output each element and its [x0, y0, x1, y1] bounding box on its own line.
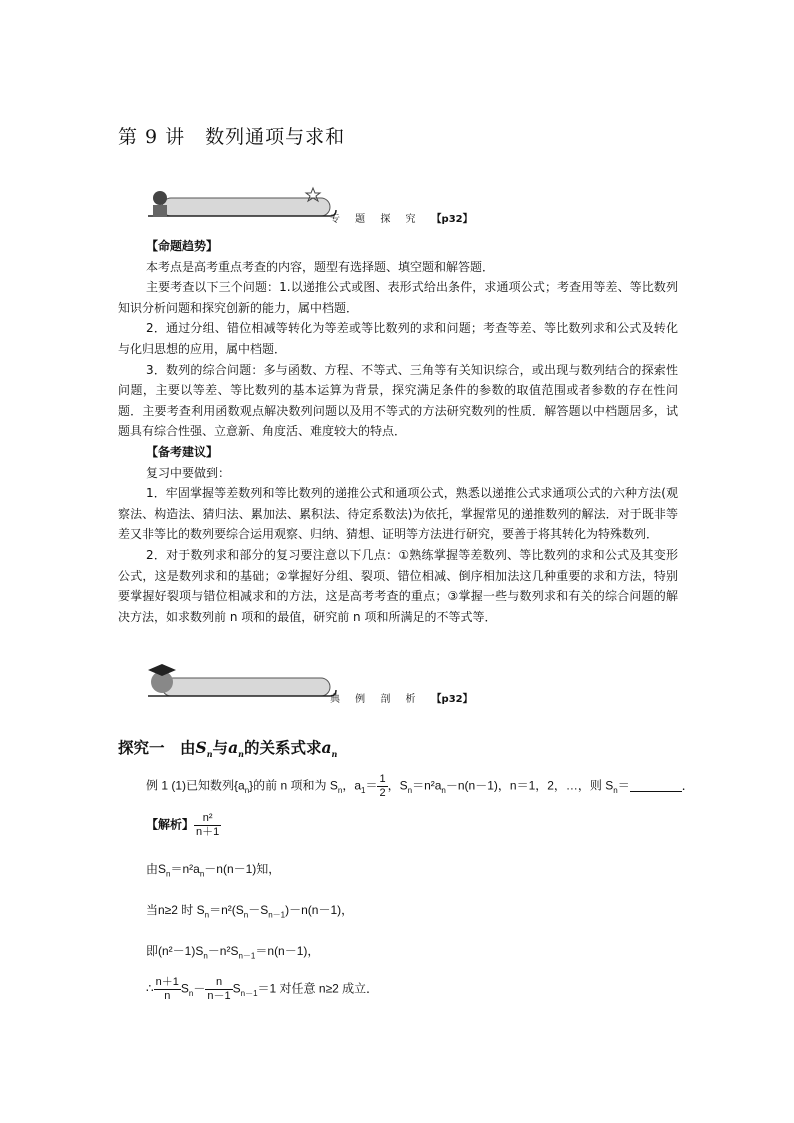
paragraph: 2．通过分组、错位相减等转化为等差或等比数列的求和问题；考查等差、等比数列求和公式及转化与化归思想的应用，属中档题． [118, 321, 678, 356]
section-trend [118, 236, 678, 627]
fraction-half: $\frac{1}{2}$ [379, 773, 386, 799]
solution-step: 当n≥2 时 $S_n=n^2(S_n-S_{n-1})-n(n-1)$， [146, 903, 354, 920]
student-icon [153, 191, 167, 205]
solution-step: ∴ $\frac{n+1}{n}$ $S_n-$ $\frac{n}{n-1}$ $S_{n-1}=1$ 对任意 n≥2 成立． [146, 976, 379, 1002]
banner-label: 典 例 剖 析 【p32】 [330, 694, 473, 705]
paragraph: 本考点是高考重点考查的内容，题型有选择题、填空题和解答题． [146, 259, 495, 274]
paragraph: 主要考查以下三个问题：1.以递推公式或图、表形式给出条件，求通项公式；考查用等差、等比数列知识分析问题和探究创新的能力，属中档题． [118, 280, 678, 315]
section-heading: 探究一 由$S_n$与$a_n$的关系式求$a_n$ [118, 738, 338, 760]
answer-blank [630, 779, 682, 792]
fraction-answer: $\frac{\text{n²}}{n+1}$ [196, 812, 220, 838]
paragraph: 2．对于数列求和部分的复习要注意以下几点：①熟练掌握等差数列、等比数列的求和公式及其变形公式，这是数列求和的基础；②掌握好分组、裂项、错位相减、倒序相加法这几种重要的求和方法，特别要掌握好裂项与错位相减求和的方法，这是高考考查的重点；③掌握一些与数列求和有关的综合问题的解决方法，如求数列前 n 项和的最值，研究前 n 项和所满足的不等式等． [118, 547, 678, 624]
heading-trend: 【命题趋势】 [146, 239, 219, 253]
heading-advice: 【备考建议】 [146, 444, 219, 459]
example-question: 例 1 (1)已知数列$\{a_n\}$的前 n 项和为 $S_n$，$a_1=$ $\frac{1}{2}$ ，$S_n=n^2a_n-n(n-1)$，n＝1，2，…，则 $S_n=$ ． [146, 773, 694, 799]
solution-step: 由$S_n=n^2a_n-n(n-1)$知， [146, 862, 281, 879]
banner-example-analysis [140, 660, 480, 710]
page-title: 第 9 讲 数列通项与求和 [118, 126, 346, 148]
analysis-answer: 【解析】 $\frac{\text{n²}}{n+1}$ [146, 812, 220, 838]
fraction: $\frac{n}{n-1}$ [207, 976, 231, 1002]
banner-topic-exploration [140, 180, 480, 230]
fraction: $\frac{n+1}{n}$ [155, 976, 179, 1002]
paragraph: 1．牢固掌握等差数列和等比数列的递推公式和通项公式，熟悉以递推公式求通项公式的六种方法(观察法、构造法、猜归法、累加法、累积法、待定系数法)为依托，掌握常见的递推数列的解法．对于既非等差又非等比的数列要综合运用观察、归纳、猜想、证明等方法进行研究，要善于将其转化为特殊数列． [118, 486, 678, 542]
paragraph: 3．数列的综合问题：多与函数、方程、不等式、三角等有关知识综合，或出现与数列结合的探索性问题，主要以等差、等比数列的基本运算为背景，探究满足条件的参数的取值范围或者参数的存在性问题．主要考查利用函数观点解决数列问题以及用不等式的方法研究数列的性质．解答题以中档题居多，试题具有综合性强、立意新、角度活、难度较大的特点． [118, 362, 678, 439]
paragraph: 复习中要做到： [146, 465, 231, 480]
banner-label: 专 题 探 究 【p32】 [330, 214, 473, 225]
solution-step: 即$(n^2-1)S_n-n^2S_{n-1}=n(n-1)$， [146, 944, 320, 961]
